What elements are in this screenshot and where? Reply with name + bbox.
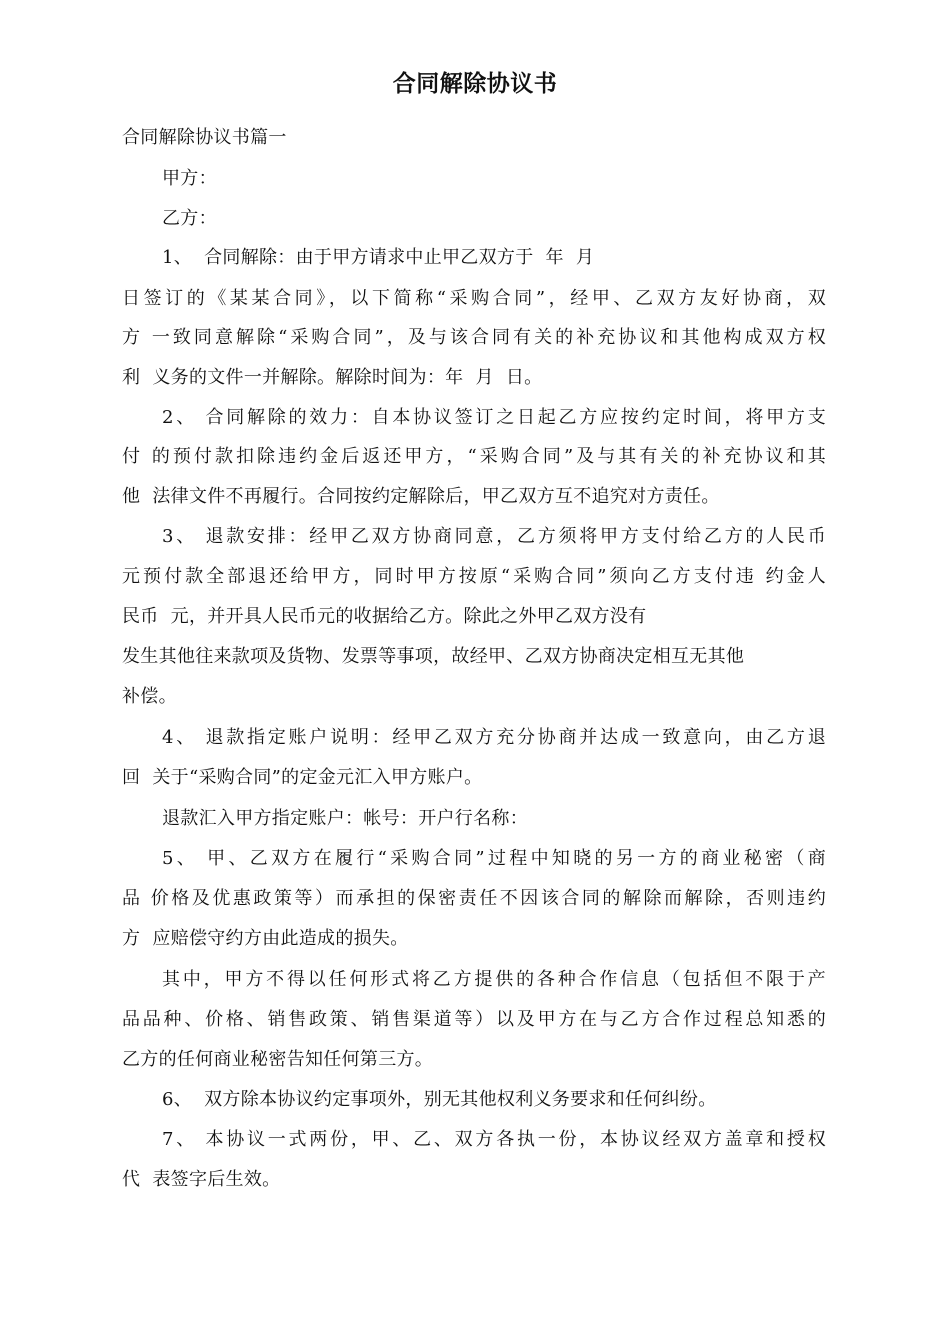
clause-2-line: 2、 合同解除的效力：自本协议签订之日起乙方应按约定时间，将甲方支 [162, 407, 826, 428]
confidentiality-line: 品品种、价格、销售政策、销售渠道等）以及甲方在与乙方合作过程总知悉的 [122, 1009, 826, 1030]
clause-5-line: 方 应赔偿守约方由此造成的损失。 [122, 928, 409, 949]
clause-7-line: 7、 本协议一式两份，甲、乙、双方各执一份，本协议经双方盖章和授权 [162, 1129, 826, 1150]
section-heading: 合同解除协议书篇一 [122, 127, 287, 148]
party-b-label: 乙方： [162, 208, 217, 229]
clause-4-line: 回 关于“采购合同”的定金元汇入甲方账户。 [122, 767, 483, 788]
clause-3-line: 发生其他往来款项及货物、发票等事项，故经甲、乙双方协商决定相互无其他 [122, 646, 745, 667]
confidentiality-line: 乙方的任何商业秘密告知任何第三方。 [122, 1049, 434, 1070]
clause-2-line: 付 的预付款扣除违约金后返还甲方，“采购合同”及与其有关的补充协议和其 [122, 446, 826, 467]
clause-3-line: 民币 元，并开具人民币元的收据给乙方。除此之外甲乙双方没有 [122, 606, 647, 627]
clause-1-line: 利 义务的文件一并解除。解除时间为：年 月 日。 [122, 367, 543, 388]
clause-2-line: 他 法律文件不再履行。合同按约定解除后，甲乙双方互不追究对方责任。 [122, 486, 720, 507]
account-info-line: 退款汇入甲方指定账户：帐号：开户行名称： [162, 808, 528, 829]
clause-3-line: 元预付款全部退还给甲方，同时甲方按原“采购合同”须向乙方支付违 约金人 [122, 566, 826, 587]
confidentiality-line: 其中，甲方不得以任何形式将乙方提供的各种合作信息（包括但不限于产 [162, 969, 826, 990]
clause-5-line: 5、 甲、乙双方在履行“采购合同”过程中知晓的另一方的商业秘密（商 [162, 848, 826, 869]
clause-4-line: 4、 退款指定账户说明：经甲乙双方充分协商并达成一致意向，由乙方退 [162, 727, 826, 748]
party-a-label: 甲方： [162, 168, 217, 189]
clause-1-line: 方 一致同意解除“采购合同”，及与该合同有关的补充协议和其他构成双方权 [122, 327, 826, 348]
clause-3-line: 补偿。 [122, 686, 177, 707]
clause-1-line: 日签订的《某某合同》，以下简称“采购合同”，经甲、乙双方友好协商，双 [122, 288, 826, 309]
clause-7-line: 代 表签字后生效。 [122, 1169, 281, 1190]
clause-1-line: 1、 合同解除：由于甲方请求中止甲乙双方于 年 月 [162, 247, 595, 268]
clause-6-line: 6、 双方除本协议约定事项外，别无其他权利义务要求和任何纠纷。 [162, 1089, 717, 1110]
clause-3-line: 3、 退款安排：经甲乙双方协商同意，乙方须将甲方支付给乙方的人民币 [162, 526, 826, 547]
clause-5-line: 品 价格及优惠政策等）而承担的保密责任不因该合同的解除而解除，否则违约 [122, 888, 826, 909]
document-title: 合同解除协议书 [392, 71, 558, 97]
